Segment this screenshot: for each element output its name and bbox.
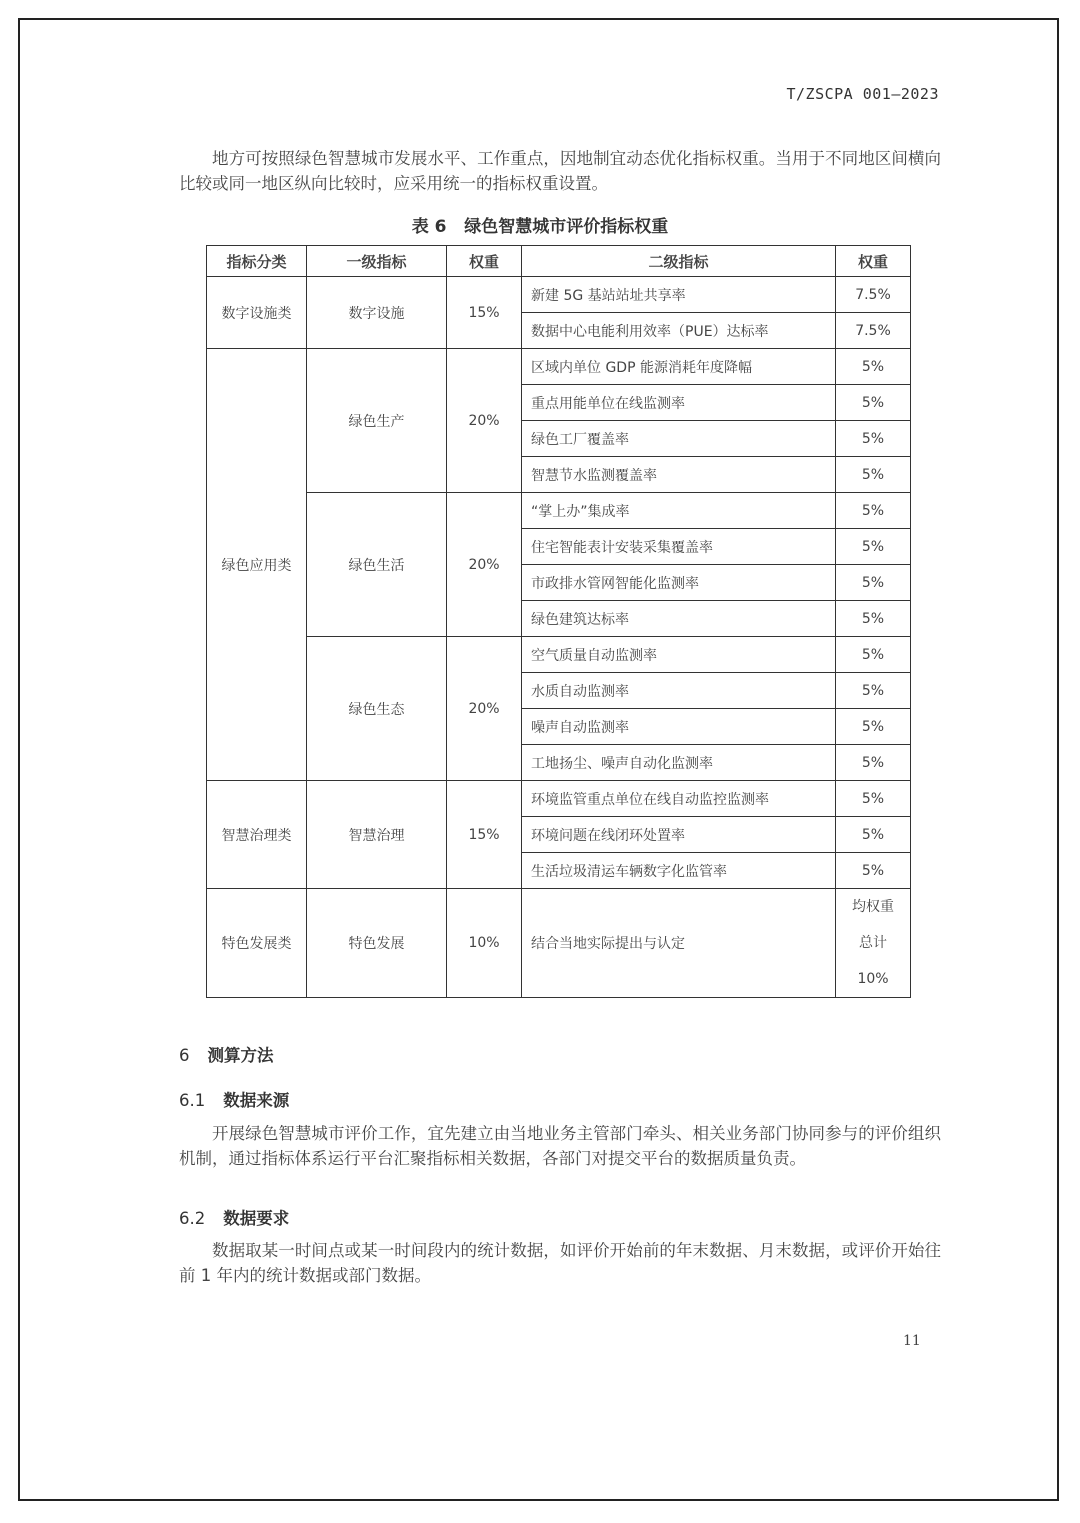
level1-weight-cell: 15% <box>447 277 522 349</box>
level2-weight-cell: 5% <box>836 637 911 673</box>
header-cell: 权重 <box>447 246 522 277</box>
section-title: 数据要求 <box>223 1209 290 1228</box>
level2-weight-cell: 5% <box>836 709 911 745</box>
level2-cell: 噪声自动监测率 <box>522 709 836 745</box>
level2-weight-cell: 均权重 总计 10% <box>836 889 911 998</box>
level2-cell: 绿色工厂覆盖率 <box>522 421 836 457</box>
level2-cell: 市政排水管网智能化监测率 <box>522 565 836 601</box>
level2-weight-cell: 7.5% <box>836 277 911 313</box>
table-header-row <box>207 246 911 277</box>
level2-cell: 工地扬尘、噪声自动化监测率 <box>522 745 836 781</box>
level2-cell: 区域内单位 GDP 能源消耗年度降幅 <box>522 349 836 385</box>
standard-code: T/ZSCPA 001—2023 <box>786 85 939 103</box>
table-row <box>207 349 911 385</box>
paragraph-text: 开展绿色智慧城市评价工作，宜先建立由当地业务主管部门牵头、相关业务部门协同参与的评价组织机制，通过指标体系运行平台汇聚指标相关数据，各部门对提交平台的数据质量负责。 <box>179 1124 941 1168</box>
level2-weight-cell: 5% <box>836 745 911 781</box>
level2-weight-cell: 5% <box>836 601 911 637</box>
level2-weight-cell: 5% <box>836 385 911 421</box>
table-row <box>207 637 911 673</box>
header-cell: 一级指标 <box>307 246 447 277</box>
table-row <box>207 781 911 817</box>
section-number: 6 <box>179 1046 190 1065</box>
level2-weight-cell: 5% <box>836 565 911 601</box>
level2-cell: 空气质量自动监测率 <box>522 637 836 673</box>
level1-weight-cell: 10% <box>447 889 522 998</box>
level1-weight-cell: 15% <box>447 781 522 889</box>
section-6-heading <box>179 1042 274 1066</box>
category-cell: 智慧治理类 <box>207 781 307 889</box>
level1-weight-cell: 20% <box>447 493 522 637</box>
level2-weight-cell: 5% <box>836 853 911 889</box>
level1-weight-cell: 20% <box>447 349 522 493</box>
level2-cell: 重点用能单位在线监测率 <box>522 385 836 421</box>
table-caption: 表 6 绿色智慧城市评价指标权重 <box>411 217 669 237</box>
level2-weight-cell: 5% <box>836 673 911 709</box>
level2-cell: 环境监管重点单位在线自动监控监测率 <box>522 781 836 817</box>
page-number: 11 <box>903 1333 921 1349</box>
level2-weight-cell: 5% <box>836 817 911 853</box>
table-row <box>207 277 911 313</box>
level2-cell: 新建 5G 基站站址共享率 <box>522 277 836 313</box>
level2-cell: 水质自动监测率 <box>522 673 836 709</box>
level1-cell: 数字设施 <box>307 277 447 349</box>
weight-table <box>206 245 911 998</box>
category-cell: 绿色应用类 <box>207 349 307 781</box>
level2-cell: 绿色建筑达标率 <box>522 601 836 637</box>
category-cell: 数字设施类 <box>207 277 307 349</box>
level2-cell: 结合当地实际提出与认定 <box>522 889 836 998</box>
section-6-1-paragraph <box>179 1121 941 1171</box>
level2-weight-cell: 5% <box>836 349 911 385</box>
header-cell: 指标分类 <box>207 246 307 277</box>
level2-cell: 智慧节水监测覆盖率 <box>522 457 836 493</box>
level1-weight-cell: 20% <box>447 637 522 781</box>
level1-cell: 智慧治理 <box>307 781 447 889</box>
level2-weight-cell: 5% <box>836 421 911 457</box>
level2-weight-cell: 5% <box>836 529 911 565</box>
level1-cell: 绿色生态 <box>307 637 447 781</box>
section-6-2-paragraph <box>179 1238 941 1288</box>
level2-weight-cell: 5% <box>836 493 911 529</box>
level2-cell: 数据中心电能利用效率（PUE）达标率 <box>522 313 836 349</box>
section-number: 6.2 <box>179 1209 206 1228</box>
level2-cell: 住宅智能表计安装采集覆盖率 <box>522 529 836 565</box>
paragraph-text: 数据取某一时间点或某一时间段内的统计数据，如评价开始前的年末数据、月末数据，或评价开始往前 1 年内的统计数据或部门数据。 <box>179 1241 941 1285</box>
table-row <box>207 493 911 529</box>
section-number: 6.1 <box>179 1091 206 1110</box>
level2-cell: 生活垃圾清运车辆数字化监管率 <box>522 853 836 889</box>
level1-cell: 绿色生产 <box>307 349 447 493</box>
level2-weight-cell: 5% <box>836 457 911 493</box>
section-title: 测算方法 <box>207 1046 274 1065</box>
level2-weight-cell: 5% <box>836 781 911 817</box>
section-6-1-heading <box>179 1087 289 1111</box>
section-6-2-heading <box>179 1205 289 1229</box>
header-cell: 二级指标 <box>522 246 836 277</box>
level2-cell: “掌上办”集成率 <box>522 493 836 529</box>
category-cell: 特色发展类 <box>207 889 307 998</box>
header-cell: 权重 <box>836 246 911 277</box>
intro-text: 地方可按照绿色智慧城市发展水平、工作重点，因地制宜动态优化指标权重。当用于不同地区间横向比较或同一地区纵向比较时，应采用统一的指标权重设置。 <box>179 149 941 193</box>
intro-paragraph <box>179 146 941 196</box>
level1-cell: 绿色生活 <box>307 493 447 637</box>
level2-cell: 环境问题在线闭环处置率 <box>522 817 836 853</box>
table-row <box>207 889 911 998</box>
level2-weight-cell: 7.5% <box>836 313 911 349</box>
level1-cell: 特色发展 <box>307 889 447 998</box>
section-title: 数据来源 <box>223 1091 290 1110</box>
